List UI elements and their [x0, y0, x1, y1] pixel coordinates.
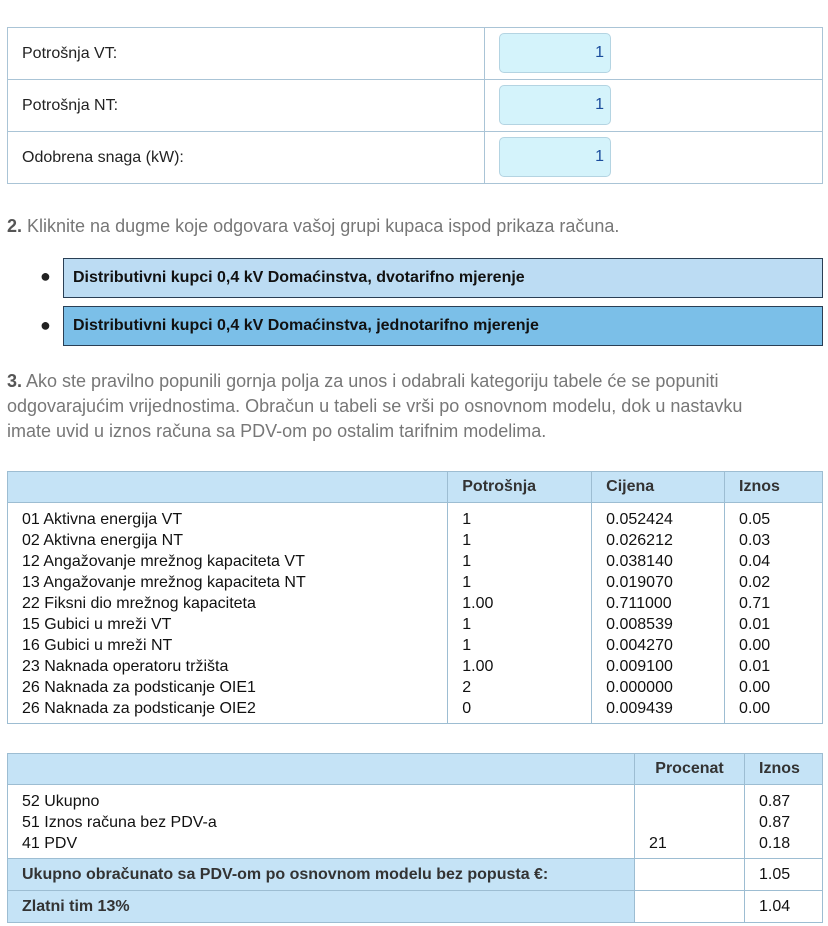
table-row: [8, 635, 823, 656]
table-row: [8, 677, 823, 698]
zlatni-tim-percent: [635, 891, 745, 923]
step-2-text: Kliknite na dugme koje odgovara vašoj grupi kupaca ispod prikaza računa.: [22, 216, 620, 236]
summary-table: [7, 753, 823, 923]
column-divider: [484, 28, 485, 183]
consumption-vt-input[interactable]: [499, 33, 611, 73]
row-amount: 0.87: [745, 812, 823, 833]
category-button-single-tariff[interactable]: Distributivni kupci 0,4 kV Domaćinstva, jednotarifno mjerenje: [63, 306, 823, 346]
step-3-number: 3.: [7, 371, 23, 391]
row-amount: 0.02: [725, 572, 823, 593]
row-item: 26 Naknada za podsticanje OIE1: [8, 677, 448, 698]
step-3-text-line1: Ako ste pravilno popunili gornja polja za unos i odabrali kategoriju tabele će se popuniti: [22, 371, 719, 391]
header-item: [8, 754, 635, 785]
row-consumption: 1: [448, 635, 592, 656]
summary-table-header: [8, 754, 823, 785]
row-amount: 0.03: [725, 530, 823, 551]
row-consumption: 1: [448, 503, 592, 531]
row-item: 26 Naknada za podsticanje OIE2: [8, 698, 448, 724]
row-item: 22 Fiksni dio mrežnog kapaciteta: [8, 593, 448, 614]
table-row: [8, 812, 823, 833]
row-price: 0.711000: [592, 593, 725, 614]
table-row: [8, 614, 823, 635]
row-price: 0.026212: [592, 530, 725, 551]
header-consumption: Potrošnja: [448, 472, 592, 503]
header-amount: Iznos: [725, 472, 823, 503]
row-item: 01 Aktivna energija VT: [8, 503, 448, 531]
row-item: 52 Ukupno: [8, 785, 635, 813]
step-2-number: 2.: [7, 216, 23, 236]
step-3-text-line2: odgovarajućim vrijednostima. Obračun u tabeli se vrši po osnovnom modelu, dok u nastavku: [7, 396, 743, 416]
input-label-vt: Potrošnja VT:: [22, 45, 118, 62]
row-item: 12 Angažovanje mrežnog kapaciteta VT: [8, 551, 448, 572]
input-row-power: [8, 132, 822, 184]
input-row-vt: [8, 28, 822, 80]
row-percent: 21: [635, 833, 745, 859]
total-with-vat-row: [8, 859, 823, 891]
row-consumption: 1.00: [448, 656, 592, 677]
row-consumption: 1: [448, 530, 592, 551]
row-price: 0.008539: [592, 614, 725, 635]
header-item: [8, 472, 448, 503]
row-amount: 0.87: [745, 785, 823, 813]
row-price: 0.038140: [592, 551, 725, 572]
total-with-vat-percent: [635, 859, 745, 891]
table-row: [8, 593, 823, 614]
input-label-nt: Potrošnja NT:: [22, 97, 119, 114]
row-amount: 0.00: [725, 677, 823, 698]
zlatni-tim-label: Zlatni tim 13%: [8, 891, 635, 923]
calculation-table: [7, 471, 823, 724]
step-3-instruction: [7, 369, 821, 444]
row-item: 15 Gubici u mreži VT: [8, 614, 448, 635]
table-row: [8, 698, 823, 724]
row-consumption: 0: [448, 698, 592, 724]
row-amount: 0.71: [725, 593, 823, 614]
table-row: [8, 530, 823, 551]
total-with-vat-value: 1.05: [745, 859, 823, 891]
calculation-table-header: [8, 472, 823, 503]
row-percent: [635, 785, 745, 813]
row-percent: [635, 812, 745, 833]
row-consumption: 1: [448, 572, 592, 593]
zlatni-tim-value: 1.04: [745, 891, 823, 923]
row-amount: 0.18: [745, 833, 823, 859]
row-amount: 0.05: [725, 503, 823, 531]
row-amount: 0.00: [725, 635, 823, 656]
category-button-two-tariff[interactable]: Distributivni kupci 0,4 kV Domaćinstva, dvotarifno mjerenje: [63, 258, 823, 298]
total-with-vat-label: Ukupno obračunato sa PDV-om po osnovnom modelu bez popusta €:: [8, 859, 635, 891]
table-row: [8, 572, 823, 593]
row-consumption: 1: [448, 551, 592, 572]
header-percent: Procenat: [635, 754, 745, 785]
table-row: [8, 503, 823, 531]
row-amount: 0.00: [725, 698, 823, 724]
row-amount: 0.04: [725, 551, 823, 572]
row-item: 41 PDV: [8, 833, 635, 859]
table-row: [8, 833, 823, 859]
row-price: 0.009439: [592, 698, 725, 724]
input-row-nt: [8, 80, 822, 132]
header-amount: Iznos: [745, 754, 823, 785]
row-item: 13 Angažovanje mrežnog kapaciteta NT: [8, 572, 448, 593]
row-item: 23 Naknada operatoru tržišta: [8, 656, 448, 677]
step-3-text-line3: imate uvid u iznos računa sa PDV-om po ostalim tarifnim modelima.: [7, 421, 547, 441]
table-row: [8, 551, 823, 572]
row-item: 02 Aktivna energija NT: [8, 530, 448, 551]
consumption-nt-input[interactable]: [499, 85, 611, 125]
row-consumption: 1: [448, 614, 592, 635]
row-consumption: 1.00: [448, 593, 592, 614]
row-price: 0.009100: [592, 656, 725, 677]
consumption-input-table: [7, 27, 823, 184]
row-item: 51 Iznos računa bez PDV-a: [8, 812, 635, 833]
row-price: 0.004270: [592, 635, 725, 656]
row-price: 0.000000: [592, 677, 725, 698]
row-item: 16 Gubici u mreži NT: [8, 635, 448, 656]
row-price: 0.019070: [592, 572, 725, 593]
header-price: Cijena: [592, 472, 725, 503]
table-row: [8, 656, 823, 677]
input-label-power: Odobrena snaga (kW):: [22, 149, 184, 166]
table-row: [8, 785, 823, 813]
row-consumption: 2: [448, 677, 592, 698]
zlatni-tim-row: [8, 891, 823, 923]
approved-power-input[interactable]: [499, 137, 611, 177]
row-price: 0.052424: [592, 503, 725, 531]
bullet-icon: ●: [40, 266, 51, 286]
bullet-icon: ●: [40, 315, 51, 335]
row-amount: 0.01: [725, 656, 823, 677]
step-2-instruction: [7, 214, 821, 239]
row-amount: 0.01: [725, 614, 823, 635]
